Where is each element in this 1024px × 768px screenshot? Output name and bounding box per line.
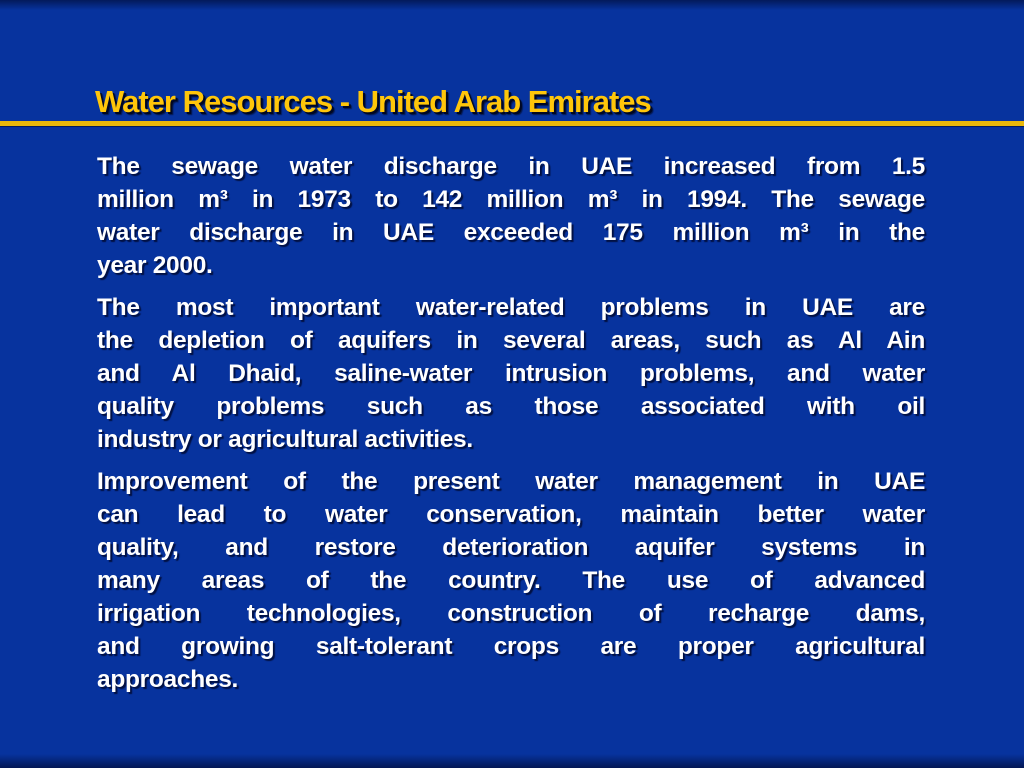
bottom-edge-shade bbox=[0, 754, 1024, 768]
top-edge-shade bbox=[0, 0, 1024, 10]
title-underline bbox=[0, 121, 1024, 126]
paragraph-line: quality problems such as those associated with oil bbox=[97, 393, 925, 420]
paragraph-line: and Al Dhaid, saline-water intrusion problems, and water bbox=[97, 360, 925, 387]
paragraph-line: industry or agricultural activities. bbox=[97, 426, 473, 453]
body-text bbox=[97, 150, 925, 705]
paragraph bbox=[97, 150, 925, 282]
paragraph-line: The sewage water discharge in UAE increased from 1.5 bbox=[97, 153, 925, 180]
paragraph-line: year 2000. bbox=[97, 252, 213, 279]
paragraph-line: irrigation technologies, construction of recharge dams, bbox=[97, 600, 925, 627]
paragraph-line: and growing salt-tolerant crops are proper agricultural bbox=[97, 633, 925, 660]
paragraph-line: Improvement of the present water management in UAE bbox=[97, 468, 925, 495]
paragraph-line: water discharge in UAE exceeded 175 million m³ in the bbox=[97, 219, 925, 246]
paragraph-line: can lead to water conservation, maintain better water bbox=[97, 501, 925, 528]
page-title: Water Resources - United Arab Emirates bbox=[95, 84, 651, 119]
paragraph-line: The most important water-related problems in UAE are bbox=[97, 294, 925, 321]
paragraph-line: many areas of the country. The use of advanced bbox=[97, 567, 925, 594]
paragraph-line: million m³ in 1973 to 142 million m³ in 1994. The sewage bbox=[97, 186, 925, 213]
paragraph-line: approaches. bbox=[97, 666, 239, 693]
paragraph bbox=[97, 465, 925, 696]
paragraph-line: quality, and restore deterioration aquifer systems in bbox=[97, 534, 925, 561]
paragraph-line: the depletion of aquifers in several areas, such as Al Ain bbox=[97, 327, 925, 354]
paragraph bbox=[97, 291, 925, 456]
